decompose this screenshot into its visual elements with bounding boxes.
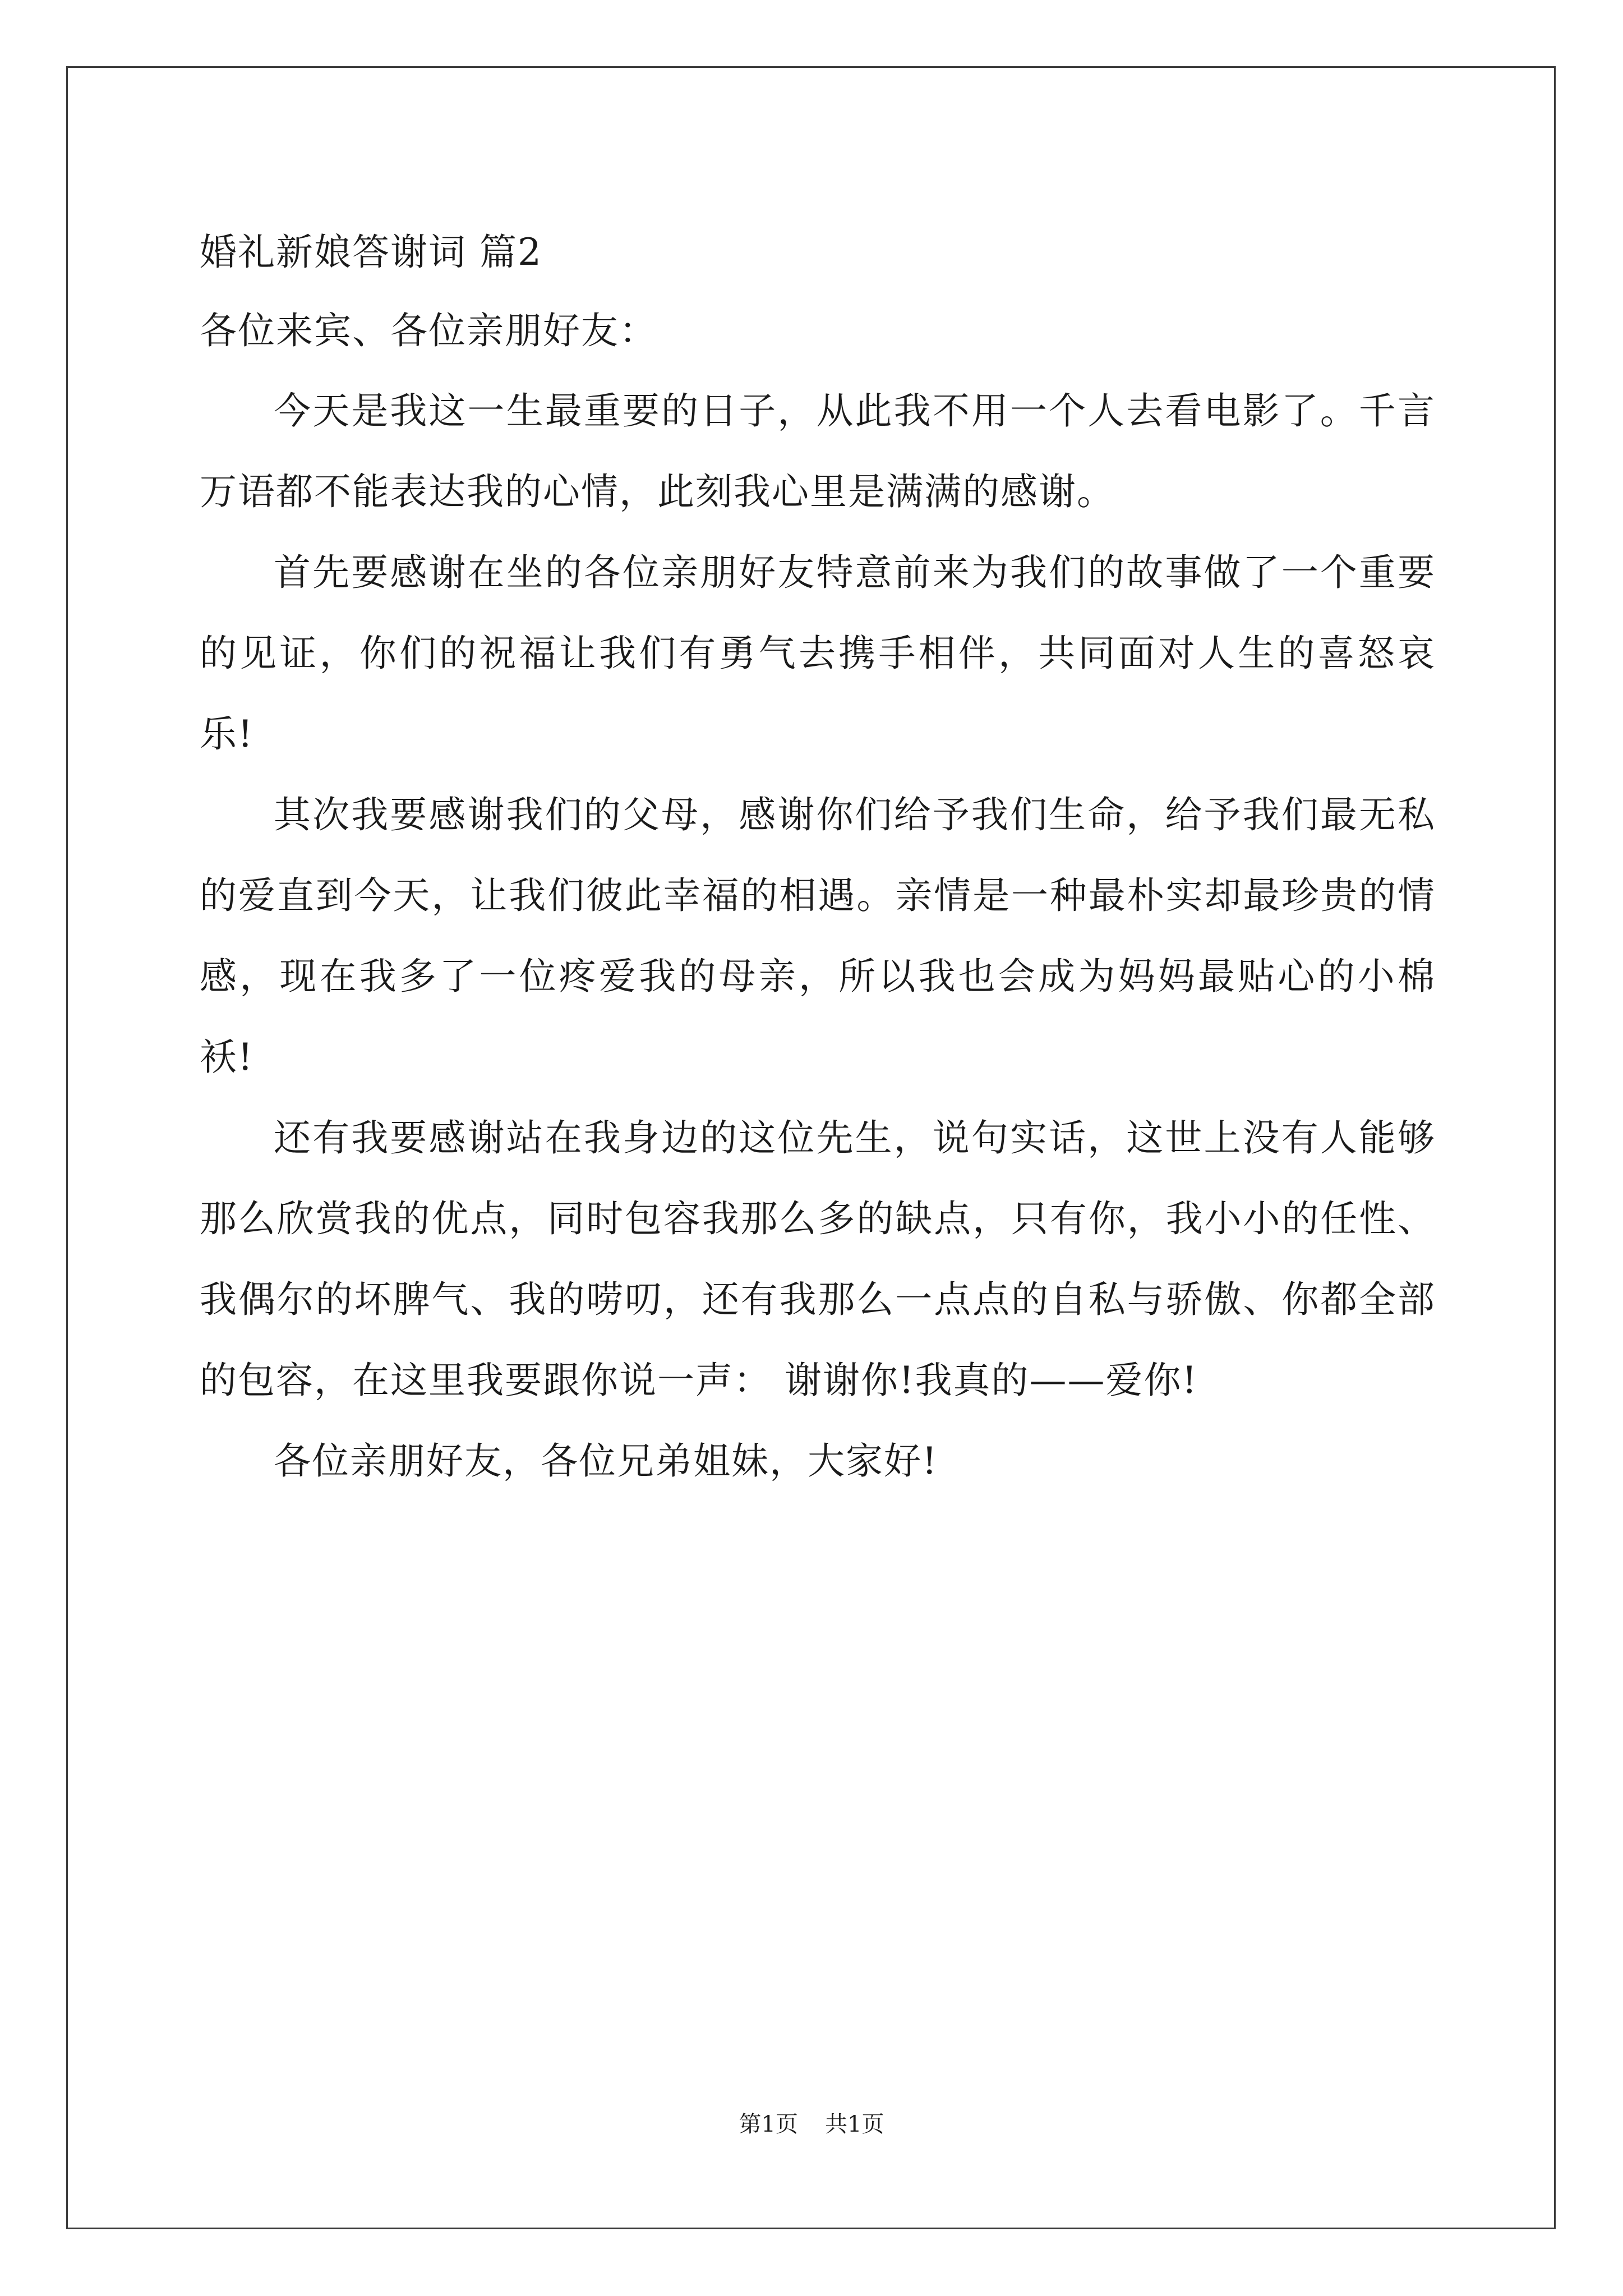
paragraph-2: 首先要感谢在坐的各位亲朋好友特意前来为我们的故事做了一个重要的见证，你们的祝福让我们有勇气去携手相伴，共同面对人生的喜怒哀乐!: [200, 551, 1436, 756]
paragraph-3: 其次我要感谢我们的父母，感谢你们给予我们生命，给予我们最无私的爱直到今天，让我们彼此幸福的相遇。亲情是一种最朴实却最珍贵的情感，现在我多了一位疼爱我的母亲，所以我也会成为妈妈最贴心的小棉袄!: [200, 793, 1436, 1079]
paragraph-1: 今天是我这一生最重要的日子，从此我不用一个人去看电影了。千言万语都不能表达我的心情，此刻我心里是满满的感谢。: [200, 389, 1436, 513]
document-title: 婚礼新娘答谢词 篇2: [200, 231, 542, 274]
page-number-current: 第1页: [739, 2111, 798, 2137]
paragraph-5: 各位亲朋好友，各位兄弟姐妹，大家好!: [274, 1439, 938, 1483]
paragraph-4: 还有我要感谢站在我身边的这位先生，说句实话，这世上没有人能够那么欣赏我的优点，同时包容我那么多的缺点，只有你，我小小的任性、我偶尔的坏脾气、我的唠叨，还有我那么一点点的自私与骄傲、你都全部的包容，在这里我要跟你说一声： 谢谢你!我真的——爱你!: [200, 1116, 1436, 1402]
page-number-total: 共1页: [825, 2111, 884, 2137]
salutation: 各位来宾、各位亲朋好友：: [200, 309, 657, 352]
document-body: [200, 371, 1436, 1502]
page-footer: [0, 2108, 1623, 2141]
